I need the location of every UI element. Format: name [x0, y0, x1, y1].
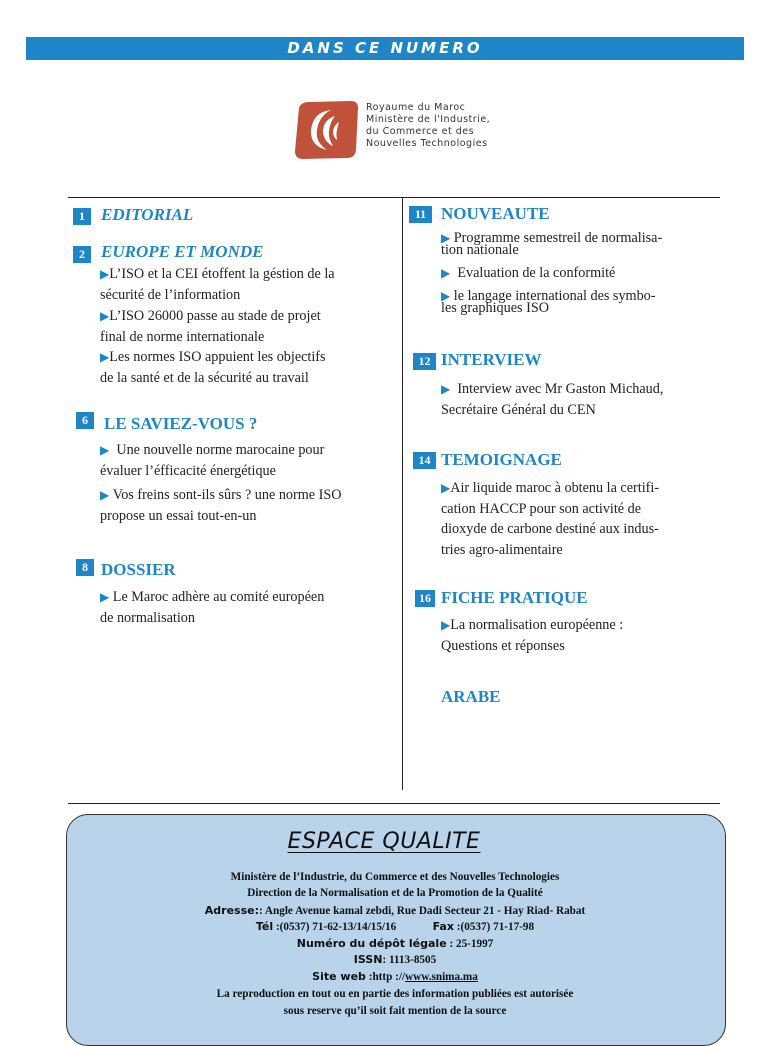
arrow-icon: ▶ [441, 266, 451, 280]
reproduction-line-1: La reproduction en tout ou en partie des information publiées est autorisée [216, 988, 574, 1000]
fax-value: :(0537) 71-17-98 [456, 921, 535, 933]
section-title-dossier[interactable]: DOSSIER [101, 560, 176, 579]
item-line: Les normes ISO appuient les objectifs [109, 349, 326, 365]
section-title-editorial[interactable]: EDITORIAL [101, 205, 194, 224]
logo-text [366, 102, 490, 150]
ministry-logo [293, 98, 513, 162]
item-line: Secrétaire Général du CEN [441, 401, 596, 418]
item-line: Programme semestreil de normalisa- [453, 230, 663, 246]
page-number-interview: 12 [413, 353, 436, 370]
page-number-saviez: 6 [76, 412, 94, 429]
list-item[interactable] [100, 587, 392, 628]
page-number-editorial: 1 [73, 208, 91, 225]
phone-label: Tél [255, 920, 274, 933]
logo-line: Royaume du Maroc [366, 102, 466, 113]
arrow-icon: ▶ [100, 590, 110, 604]
item-line: Interview avec Mr Gaston Michaud, [457, 381, 664, 397]
section-title-arabe[interactable]: ARABE [441, 687, 501, 706]
arrow-icon: ▶ [441, 618, 451, 632]
item-line: dioxyde de carbone destiné aux indus- [441, 521, 659, 537]
arrow-icon: ▶ [100, 309, 110, 323]
list-item[interactable] [441, 263, 731, 284]
phone-value: :(0537) 71-62-13/14/15/16 [275, 921, 397, 933]
column-divider [402, 197, 403, 790]
website-link[interactable]: www.snima.ma [405, 971, 478, 983]
header-title: DANS CE NUMERO [287, 39, 483, 57]
item-line: L’ISO et la CEI étoffent la géstion de la [109, 266, 335, 282]
item-line: Le Maroc adhère au comité européen [112, 589, 325, 605]
website-prefix: :http :// [368, 971, 406, 983]
reproduction-line-2: sous reserve qu’il soit fait mention de la source [283, 1005, 507, 1017]
item-line: Air liquide maroc à obtenu la certifi- [450, 480, 660, 496]
item-line: L’ISO 26000 passe au stade de projet [109, 308, 321, 324]
list-item[interactable] [100, 347, 390, 388]
arrow-icon: ▶ [100, 267, 110, 281]
page-number-fiche: 16 [415, 590, 435, 607]
section-title-europe[interactable]: EUROPE ET MONDE [101, 242, 264, 261]
address-value: : Angle Avenue kamal zebdi, Rue Dadi Secteur 21 - Hay Riad- Rabat [259, 905, 586, 917]
list-item[interactable] [441, 290, 731, 314]
page-number-nouveaute: 11 [409, 206, 432, 223]
list-item[interactable] [441, 615, 731, 656]
list-item[interactable] [100, 440, 392, 481]
website-label: Site web [312, 970, 366, 983]
issn-line [66, 953, 724, 966]
depot-value: : 25-1997 [449, 938, 494, 950]
arrow-icon: ▶ [441, 231, 451, 245]
logo-line: Ministère de l'Industrie, [366, 114, 491, 125]
item-line: Une nouvelle norme marocaine pour [116, 442, 325, 458]
item-line: sécurité de l’information [100, 286, 241, 303]
item-line: les graphiques ISO [441, 300, 549, 316]
arrow-icon: ▶ [100, 443, 110, 457]
espace-qualite-title: ESPACE QUALITE [287, 829, 481, 854]
page-number-dossier: 8 [76, 559, 94, 576]
address-line [66, 904, 724, 917]
list-item[interactable] [100, 485, 392, 526]
top-divider [68, 197, 720, 198]
arrow-icon: ▶ [100, 488, 110, 502]
list-item[interactable] [100, 264, 390, 305]
website-line [66, 970, 724, 983]
item-line: propose un essai tout-en-un [100, 507, 257, 524]
fax-label: Fax [432, 920, 454, 933]
arrow-icon: ▶ [441, 289, 451, 303]
ministry-line: Ministère de l’Industrie, du Commerce et des Nouvelles Technologies [230, 871, 560, 883]
header-bar [26, 37, 744, 60]
issn-value: : 1113-8505 [382, 954, 437, 966]
logo-line: Nouvelles Technologies [366, 138, 488, 149]
section-title-temoignage[interactable]: TEMOIGNAGE [441, 450, 562, 469]
page-number-temoignage: 14 [413, 452, 436, 469]
item-line: de normalisation [100, 609, 195, 626]
item-line: Vos freins sont-ils sûrs ? une norme ISO [112, 487, 342, 503]
depot-label: Numéro du dépôt légale [296, 937, 447, 950]
item-line: tries agro-alimentaire [441, 541, 563, 558]
bottom-divider [68, 803, 720, 804]
item-line: le langage international des symbo- [453, 288, 656, 304]
issn-label: ISSN [353, 953, 383, 966]
page-number-europe: 2 [73, 246, 91, 263]
list-item[interactable] [441, 232, 731, 256]
item-line: Evaluation de la conformité [457, 265, 616, 281]
list-item[interactable] [100, 306, 390, 347]
item-line: de la santé et de la sécurité au travail [100, 369, 309, 386]
arrow-icon: ▶ [441, 382, 451, 396]
item-line: évaluer l’éfficacité énergétique [100, 462, 276, 479]
item-line: final de norme internationale [100, 328, 265, 345]
address-label: Adresse: [204, 904, 260, 917]
section-title-fiche[interactable]: FICHE PRATIQUE [441, 588, 588, 607]
item-line: cation HACCP pour son activité de [441, 500, 642, 517]
arrow-icon: ▶ [100, 350, 110, 364]
section-title-interview[interactable]: INTERVIEW [441, 350, 542, 369]
ministry-emblem-icon [293, 100, 359, 160]
direction-line: Direction de la Normalisation et de la Promotion de la Qualité [247, 887, 543, 899]
item-line: tion nationale [441, 242, 519, 258]
phone-line [66, 920, 724, 933]
list-item[interactable] [441, 379, 731, 420]
section-title-saviez[interactable]: LE SAVIEZ-VOUS ? [104, 414, 258, 433]
depot-line [66, 937, 724, 950]
item-line: La normalisation européenne : [450, 617, 624, 633]
arrow-icon: ▶ [441, 481, 451, 495]
list-item[interactable] [441, 478, 731, 560]
logo-line: du Commerce et des [366, 126, 475, 137]
item-line: Questions et réponses [441, 637, 565, 654]
section-title-nouveaute[interactable]: NOUVEAUTE [441, 204, 550, 223]
